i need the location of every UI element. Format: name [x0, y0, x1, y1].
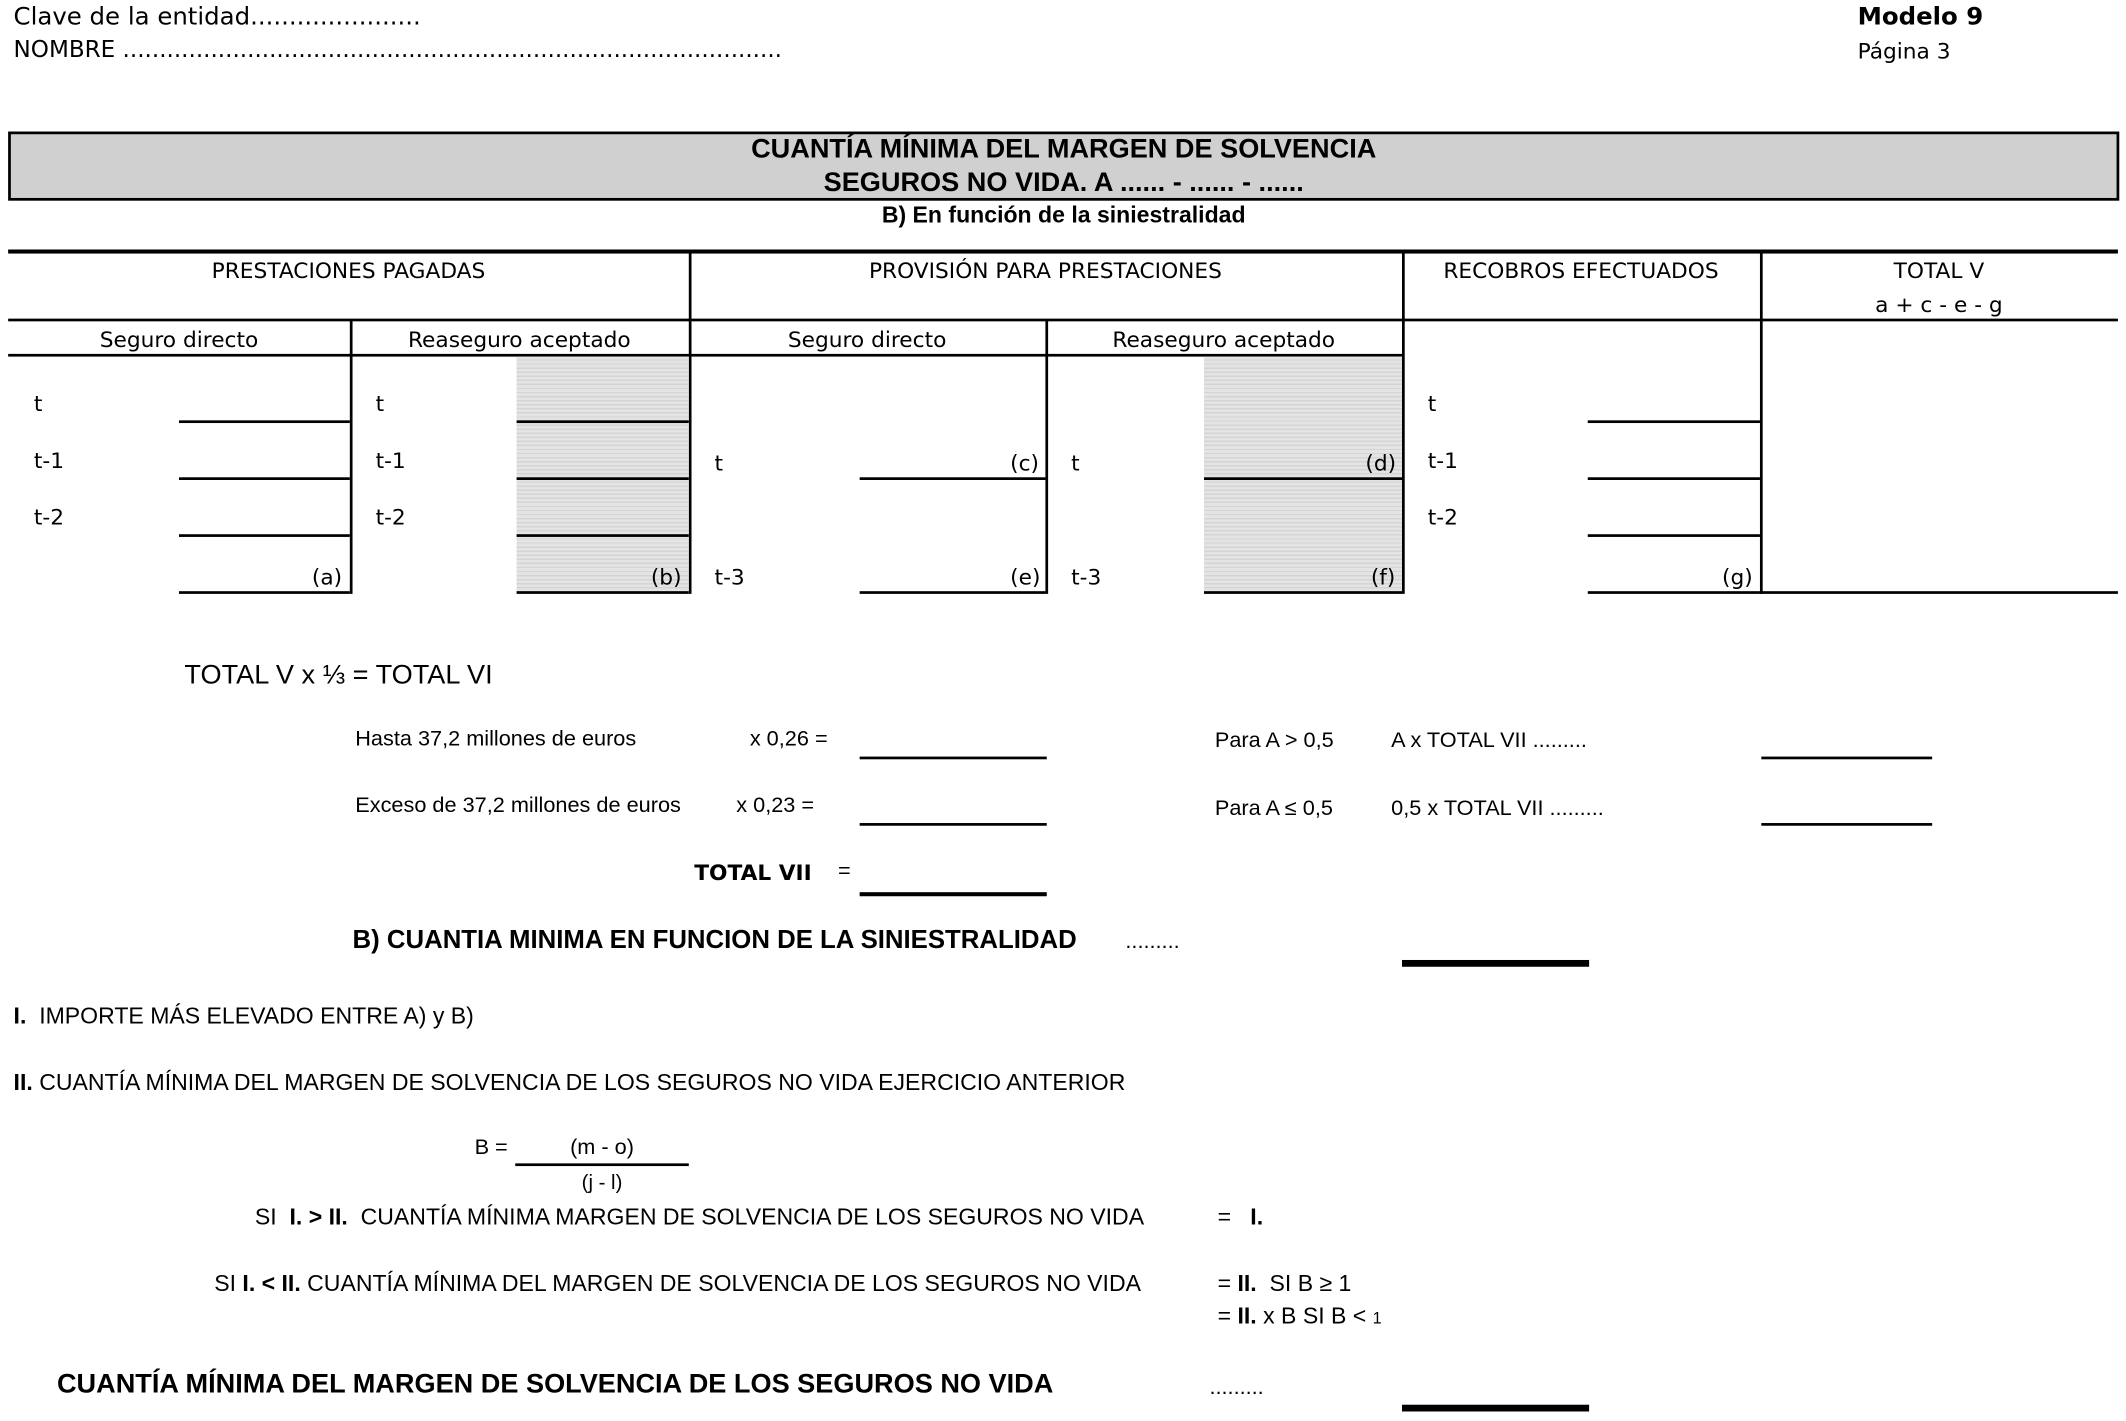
- period-label: t-1: [1427, 447, 1458, 474]
- rule-1-condition: I. > II.: [289, 1204, 348, 1230]
- section-ii-text: CUANTÍA MÍNIMA DEL MARGEN DE SOLVENCIA DE LOS SEGUROS NO VIDA EJERCICIO ANTERIOR: [39, 1069, 1126, 1096]
- section-i: [14, 1003, 474, 1030]
- clave-entidad: Clave de la entidad......................: [13, 2, 421, 32]
- section-i-num: I.: [13, 1003, 27, 1030]
- input-line[interactable]: [179, 477, 350, 480]
- formula-lhs: B =: [474, 1136, 508, 1160]
- hasta-factor: x 0,26 =: [749, 728, 828, 752]
- period-label: t: [714, 450, 724, 476]
- letter-c: (c): [1010, 450, 1040, 476]
- header-recobros: RECOBROS EFECTUADOS: [1443, 257, 1719, 284]
- exceso-factor: x 0,23 =: [736, 794, 815, 818]
- header-total-v: TOTAL V: [1893, 257, 1985, 284]
- total-vii-input-line[interactable]: [860, 892, 1047, 896]
- rule-2-result-1: [1218, 1270, 1352, 1297]
- rule-1-text: CUANTÍA MÍNIMA MARGEN DE SOLVENCIA DE LOS SEGUROS NO VIDA: [360, 1204, 1145, 1230]
- input-line[interactable]: [517, 477, 689, 480]
- input-line-e[interactable]: [860, 591, 1046, 594]
- exceso-label: Exceso de 37,2 millones de euros: [355, 794, 681, 818]
- rule-2-eq-2: =: [1217, 1303, 1232, 1329]
- hasta-input-line[interactable]: [860, 757, 1047, 760]
- rule-2-condition: I. < II.: [242, 1270, 301, 1297]
- rule-2-value-1: II.: [1237, 1270, 1257, 1297]
- total-v-formula: TOTAL V x ⅓ = TOTAL VI: [184, 660, 493, 691]
- result-b-input-line[interactable]: [1402, 960, 1589, 967]
- period-label: t: [375, 390, 385, 417]
- total-vii-eq: =: [837, 859, 851, 883]
- nombre-field: NOMBRE ..........................................................................................: [13, 36, 782, 64]
- formula-numerator: (m - o): [570, 1136, 634, 1160]
- subheader-seguro-directo-provision: Seguro directo: [787, 326, 947, 353]
- letter-f: (f): [1370, 564, 1396, 590]
- letter-d: (d): [1365, 450, 1397, 476]
- exceso-input-line[interactable]: [860, 823, 1047, 826]
- period-label: t-3: [714, 564, 745, 590]
- rule-2-text: CUANTÍA MÍNIMA DEL MARGEN DE SOLVENCIA DE LOS SEGUROS NO VIDA: [307, 1270, 1141, 1297]
- total-v-line[interactable]: [1760, 591, 2118, 594]
- section-b-title: B) En función de la siniestralidad: [881, 202, 1246, 228]
- final-dots: .........: [1209, 1376, 1264, 1400]
- para-a-le-label: Para A ≤ 0,5: [1214, 797, 1333, 821]
- input-line[interactable]: [1588, 534, 1760, 537]
- formula-fraction-bar: [515, 1163, 689, 1166]
- rule-1: [255, 1204, 1144, 1231]
- period-label: t: [1071, 450, 1080, 476]
- subheader-seguro-directo-pagadas: Seguro directo: [99, 326, 259, 353]
- section-ii: [14, 1070, 1126, 1097]
- period-label: t: [33, 390, 43, 417]
- subheader-reaseguro-pagadas: Reaseguro aceptado: [407, 326, 631, 353]
- header-provision: PROVISIÓN PARA PRESTACIONES: [868, 257, 1222, 284]
- para-a-gt-label: Para A > 0,5: [1214, 729, 1334, 753]
- rule-1-eq: =: [1217, 1204, 1232, 1230]
- input-line[interactable]: [517, 420, 689, 423]
- period-label: t-2: [1427, 504, 1458, 531]
- rule-2: [214, 1270, 1141, 1297]
- rule-2-cond-2: x B SI B <: [1263, 1303, 1367, 1329]
- a-x-total-label: A x TOTAL VII .........: [1391, 729, 1587, 753]
- final-label: CUANTÍA MÍNIMA DEL MARGEN DE SOLVENCIA DE LOS SEGUROS NO VIDA: [56, 1369, 1054, 1400]
- total-line-a[interactable]: [179, 591, 350, 594]
- section-ii-num: II.: [13, 1069, 33, 1096]
- banner-title: CUANTÍA MÍNIMA DEL MARGEN DE SOLVENCIA: [751, 134, 1377, 165]
- period-label: t-2: [33, 504, 65, 531]
- section-i-text: IMPORTE MÁS ELEVADO ENTRE A) y B): [39, 1003, 474, 1030]
- half-total-label: 0,5 x TOTAL VII .........: [1391, 797, 1604, 821]
- result-b-label: B) CUANTIA MINIMA EN FUNCION DE LA SINIESTRALIDAD: [352, 926, 1077, 955]
- letter-b: (b): [650, 564, 682, 590]
- input-line-d[interactable]: [1204, 477, 1402, 480]
- modelo-label: Modelo 9: [1857, 2, 1984, 32]
- pagina-label: Página 3: [1857, 37, 1951, 64]
- formula-denominator: (j - l): [581, 1171, 623, 1195]
- rule-1-value: I.: [1250, 1204, 1264, 1230]
- period-label: t-3: [1071, 564, 1102, 590]
- input-line[interactable]: [517, 534, 689, 537]
- period-label: t-1: [375, 447, 406, 474]
- result-b-dots: .........: [1125, 930, 1180, 954]
- input-line[interactable]: [1588, 420, 1760, 423]
- letter-a: (a): [311, 564, 343, 590]
- rule-2-eq-1: =: [1217, 1270, 1232, 1297]
- letter-e: (e): [1010, 564, 1041, 590]
- para-a-gt-input-line[interactable]: [1761, 757, 1932, 760]
- total-line-b[interactable]: [517, 591, 689, 594]
- input-line[interactable]: [179, 534, 350, 537]
- para-a-le-input-line[interactable]: [1761, 823, 1932, 826]
- total-line-g[interactable]: [1588, 591, 1760, 594]
- final-input-line[interactable]: [1402, 1405, 1589, 1412]
- rule-2-result-2: [1218, 1303, 1382, 1330]
- header-total-formula: a + c - e - g: [1875, 291, 2003, 318]
- hasta-label: Hasta 37,2 millones de euros: [355, 728, 637, 752]
- input-line-c[interactable]: [860, 477, 1046, 480]
- rule-1-prefix: SI: [254, 1204, 277, 1230]
- period-label: t: [1427, 390, 1437, 417]
- subheader-reaseguro-provision: Reaseguro aceptado: [1112, 326, 1336, 353]
- total-vii-label: TOTAL VII: [694, 859, 812, 886]
- header-prestaciones: PRESTACIONES PAGADAS: [211, 257, 486, 284]
- rule-2-cond-1: SI B ≥ 1: [1269, 1270, 1352, 1297]
- input-line[interactable]: [179, 420, 350, 423]
- rule-2-cond-2-num: 1: [1372, 1308, 1382, 1328]
- input-line[interactable]: [1588, 477, 1760, 480]
- rule-1-result: [1218, 1204, 1264, 1231]
- period-label: t-1: [33, 447, 65, 474]
- rule-2-value-2: II.: [1237, 1303, 1257, 1329]
- letter-g: (g): [1721, 564, 1753, 590]
- period-label: t-2: [375, 504, 406, 531]
- rule-2-prefix: SI: [214, 1270, 237, 1297]
- banner-subtitle: SEGUROS NO VIDA. A ...... - ...... - ......: [823, 168, 1304, 198]
- input-line-f[interactable]: [1204, 591, 1402, 594]
